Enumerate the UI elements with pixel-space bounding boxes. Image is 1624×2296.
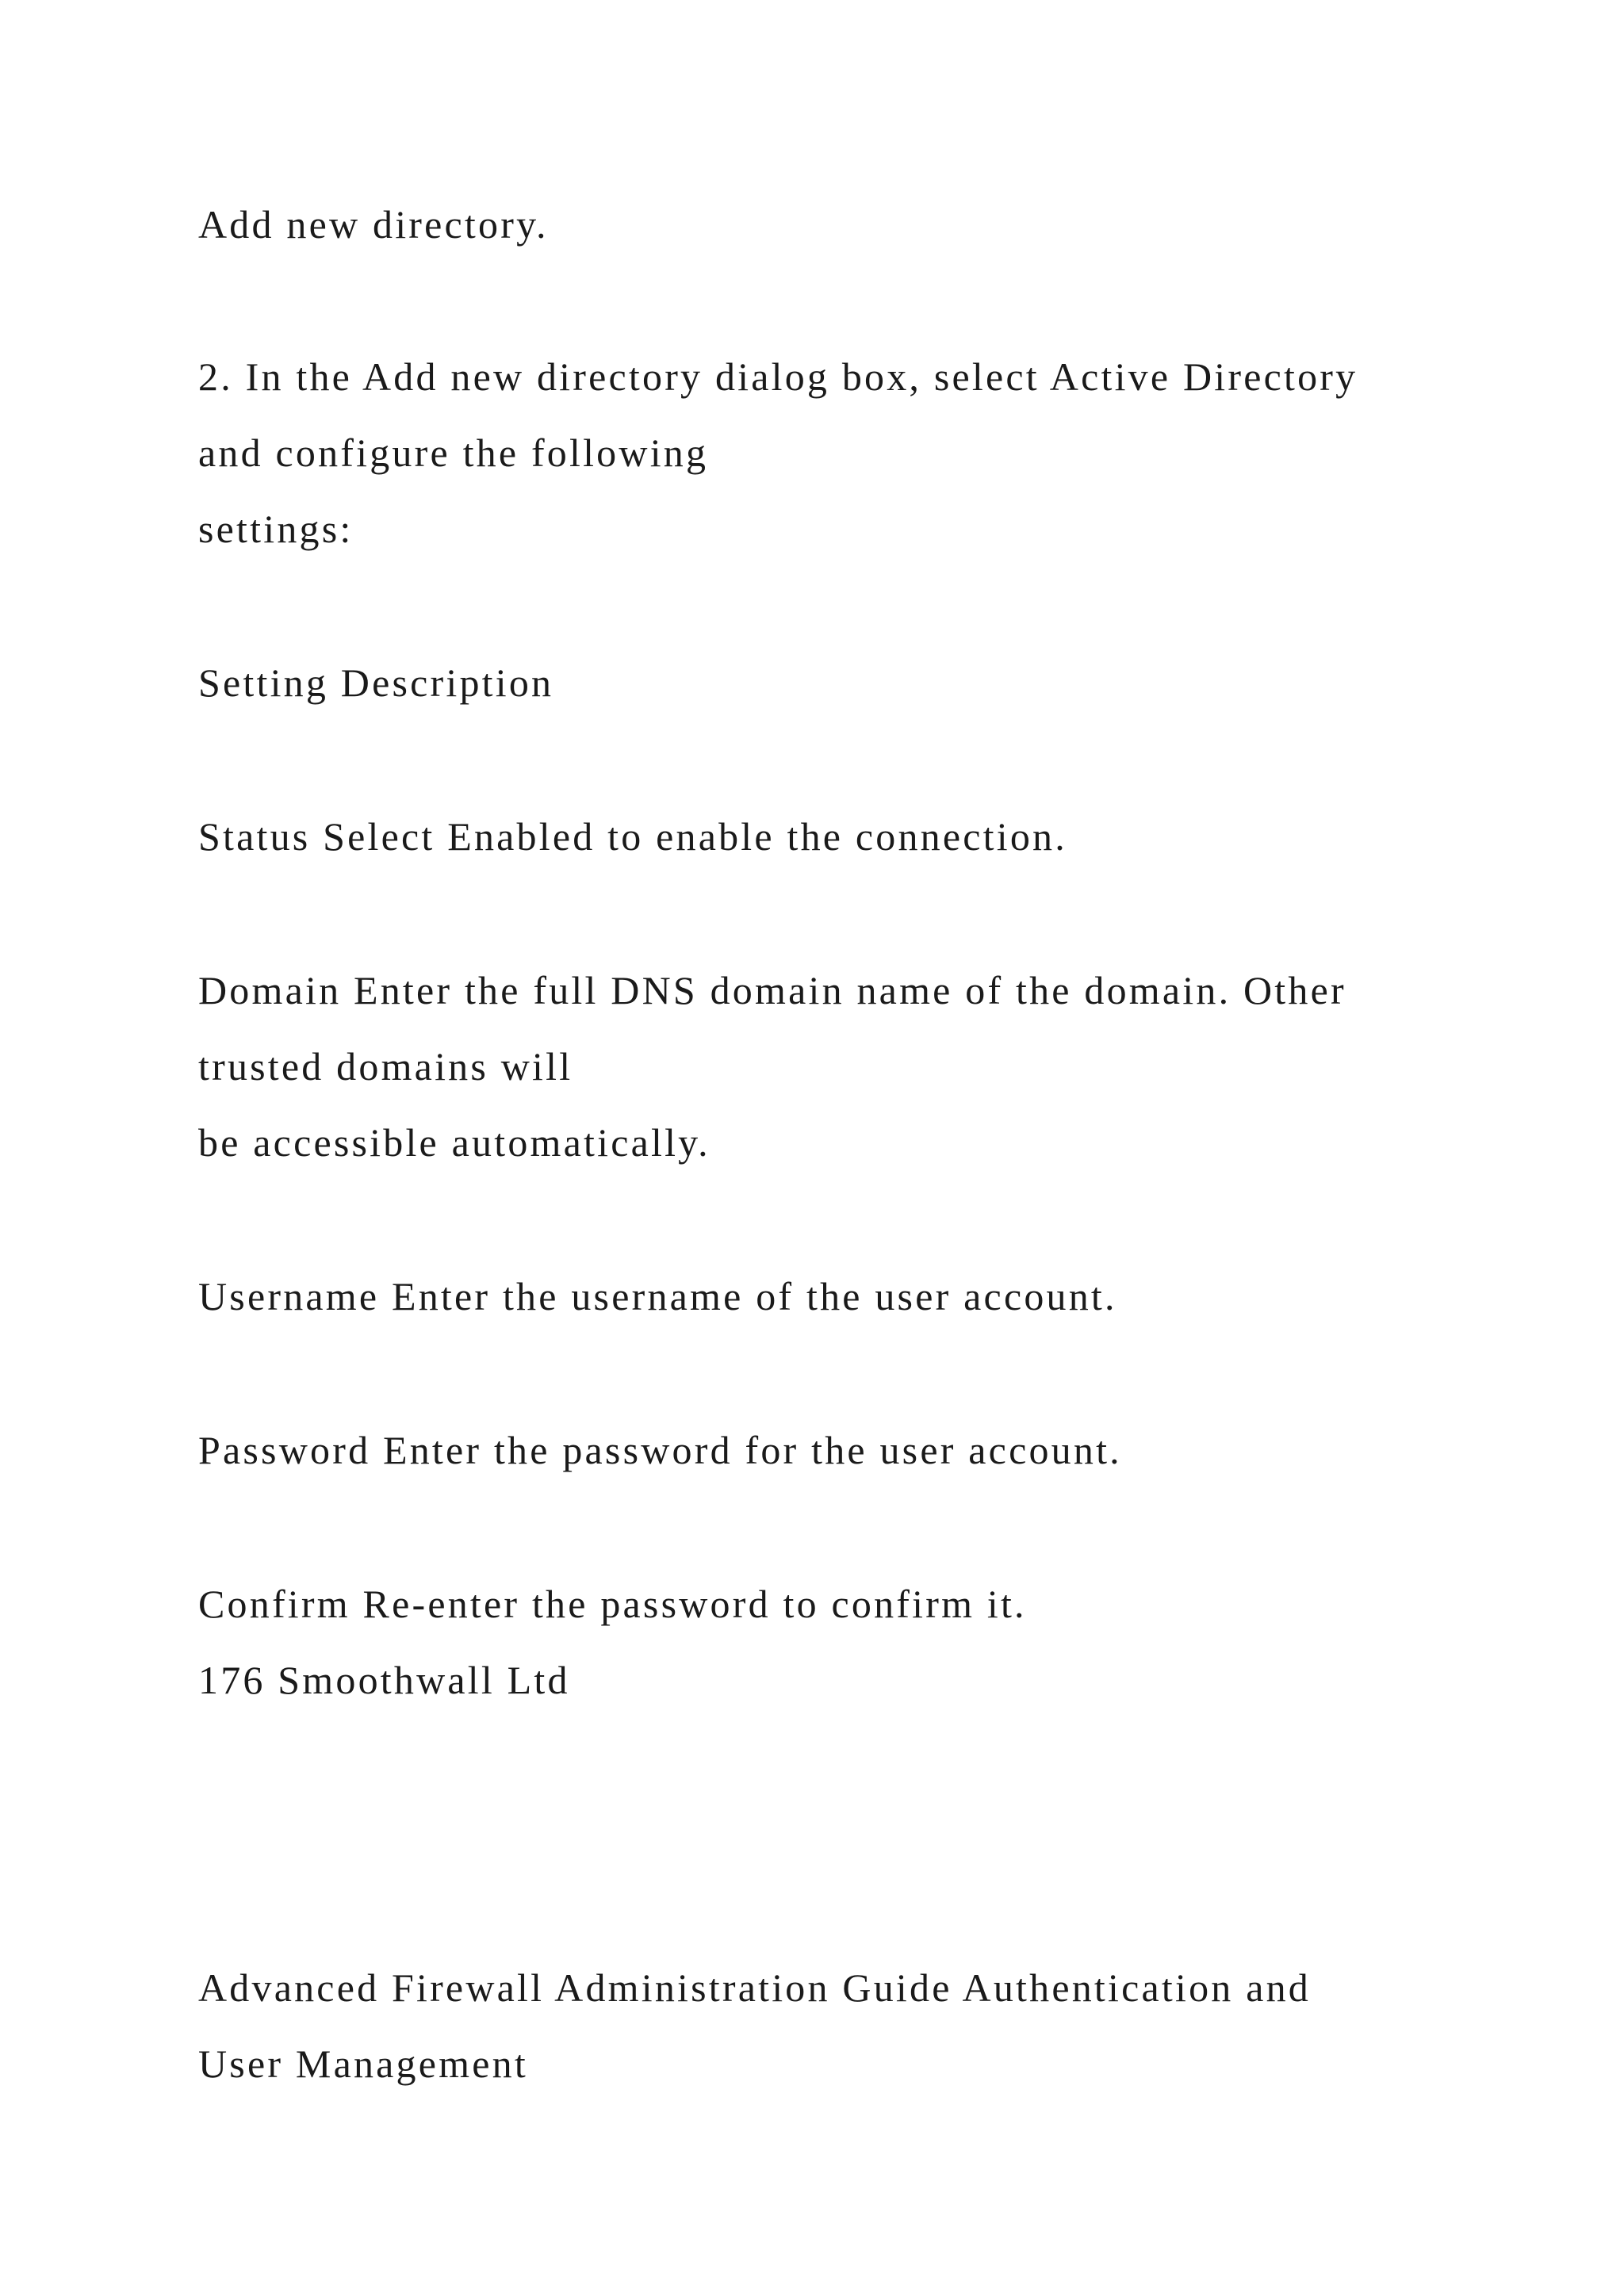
- setting-row-domain-line-2: trusted domains will: [198, 1044, 573, 1089]
- setting-row-domain-line-1: Domain Enter the full DNS domain name of the domain. Other: [198, 968, 1346, 1012]
- step-2-line-2: and configure the following: [198, 430, 709, 475]
- intro-line: Add new directory.: [198, 202, 549, 247]
- page-footer: 176 Smoothwall Ltd: [198, 1658, 570, 1702]
- settings-table-header: Setting Description: [198, 660, 554, 705]
- running-header-line-2: User Management: [198, 2042, 528, 2086]
- setting-row-domain-line-3: be accessible automatically.: [198, 1120, 710, 1165]
- step-2-line-3: settings:: [198, 507, 354, 551]
- setting-row-password: Password Enter the password for the user account.: [198, 1428, 1122, 1472]
- running-header-line-1: Advanced Firewall Administration Guide Authentication and: [198, 1965, 1311, 2010]
- setting-row-username: Username Enter the username of the user account.: [198, 1274, 1117, 1318]
- step-2-line-1: 2. In the Add new directory dialog box, select Active Directory: [198, 354, 1358, 399]
- setting-row-status: Status Select Enabled to enable the connection.: [198, 814, 1067, 859]
- setting-row-confirm: Confirm Re-enter the password to confirm it.: [198, 1582, 1027, 1626]
